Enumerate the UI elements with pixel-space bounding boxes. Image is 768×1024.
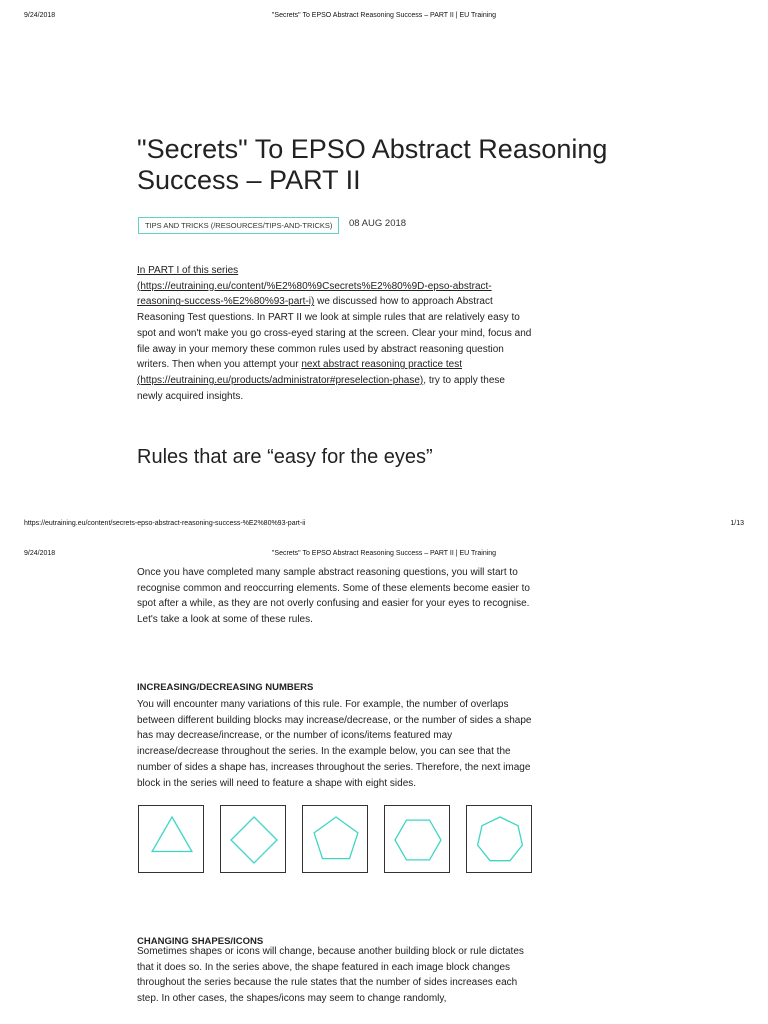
intro-text: we discussed how to approach Abstract Reasoning Test questions. In PART II we look at simple rules that are relatively easy to spot and won't make you go cross-eyed staring at the screen. Clear your mind, focus and file away in your memory these common rules used by abstract reasoning question writers. Then when you attempt your	[137, 296, 532, 371]
shape-box	[466, 805, 532, 873]
intro-text-end: , try to apply these newly acquired insights.	[137, 374, 505, 402]
print-title: "Secrets" To EPSO Abstract Reasoning Success – PART II | EU Training	[271, 550, 497, 557]
subheading-changing-shapes: CHANGING SHAPES/ICONS	[137, 936, 264, 947]
article-title: "Secrets" To EPSO Abstract Reasoning Success – PART II	[137, 134, 608, 195]
part-one-link[interactable]: In PART I of this series	[137, 265, 239, 276]
practice-test-url-link[interactable]: (https://eutraining.eu/products/administrator#preselection-phase)	[137, 374, 424, 386]
print-url: https://eutraining.eu/content/secrets-epso-abstract-reasoning-success-%E2%80%93-part-ii	[24, 520, 306, 527]
body-paragraph: You will encounter many variations of this rule. For example, the number of overlaps between different building blocks may increase/decrease, or the number of sides a shape has may decrease/increase, or the number of icons/items featured may increase/decrease throughout the series. In the example below, you can see that the number of sides a shape has, increases throughout the series. Therefore, the next image block in the series will need to feature a shape with eight sides.	[137, 699, 532, 789]
body-paragraph: Once you have completed many sample abstract reasoning questions, you will start to recognise common and reoccurring elements. Some of these elements become easier to spot after a while, as they are not overly confusing and easier for your eyes to recognise. Let's take a look at some of these rules.	[137, 567, 530, 626]
part-one-url-link[interactable]: (https://eutraining.eu/content/%E2%80%9Csecrets%E2%80%9D-epso-abstract-reasoning-success-%E2%80%93-part-i)	[137, 280, 492, 308]
print-title: "Secrets" To EPSO Abstract Reasoning Success – PART II | EU Training	[271, 12, 497, 19]
shape-box	[302, 805, 368, 873]
square-shape	[231, 817, 277, 863]
publish-date: 08 AUG 2018	[349, 218, 407, 229]
shape-box	[220, 805, 286, 873]
heptagon-shape	[478, 817, 523, 861]
print-date: 9/24/2018	[24, 12, 56, 19]
intro-paragraph	[137, 263, 532, 404]
shape-box	[138, 805, 204, 873]
page-number: 1/13	[730, 520, 744, 527]
subheading-increasing-decreasing: INCREASING/DECREASING NUMBERS	[137, 682, 314, 693]
body-paragraph: Sometimes shapes or icons will change, because another building block or rule dictates that it does so. In the series above, the shape featured in each image block changes throughout the series because the rule states that the number of sides increases each step. In other cases, the shapes/icons may seem to change randomly,	[137, 946, 524, 1005]
print-date: 9/24/2018	[24, 550, 56, 557]
hexagon-shape	[395, 820, 441, 860]
practice-test-link[interactable]: next abstract reasoning practice test	[301, 359, 462, 371]
pdf-page-2	[0, 544, 768, 1024]
shape-box	[384, 805, 450, 873]
triangle-shape	[152, 817, 192, 852]
category-tag[interactable]: TIPS AND TRICKS (/RESOURCES/TIPS-AND-TRICKS)	[138, 217, 339, 234]
pentagon-shape	[314, 817, 358, 859]
section-heading: Rules that are “easy for the eyes”	[137, 446, 433, 468]
